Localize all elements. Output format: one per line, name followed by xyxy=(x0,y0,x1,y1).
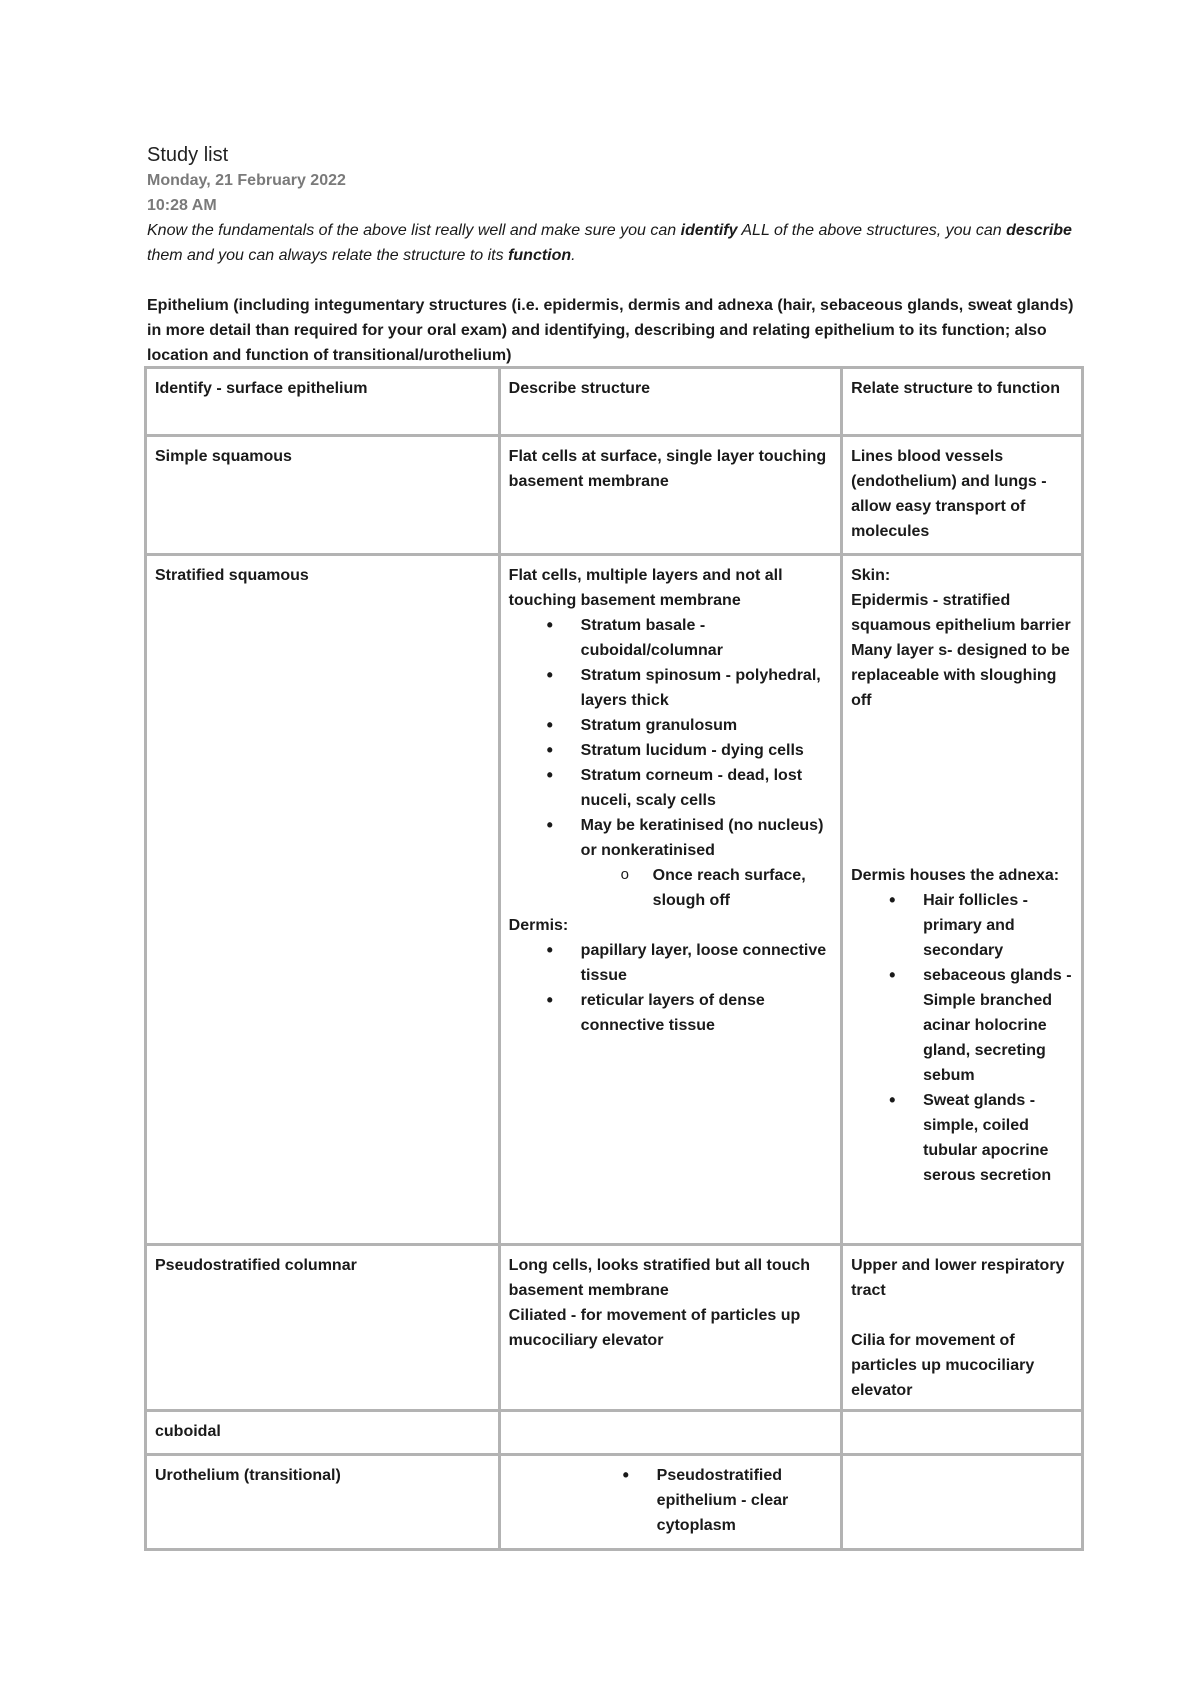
cell-function xyxy=(842,1245,1083,1411)
strata-list xyxy=(509,613,832,913)
header-function: Relate structure to function xyxy=(842,368,1083,436)
intro-paragraph xyxy=(147,218,1077,268)
cell-describe xyxy=(499,555,841,1245)
list-item: • Stratum corneum - dead, lost nuceli, scaly cells xyxy=(581,763,832,813)
list-item: • Pseudostratified epithelium - clear cytoplasm xyxy=(657,1463,832,1538)
table-row xyxy=(146,436,1083,555)
table-row xyxy=(146,555,1083,1245)
table-row xyxy=(146,1411,1083,1455)
list-item: • papillary layer, loose connective tissue xyxy=(581,938,832,988)
cell-describe: Flat cells at surface, single layer touching basement membrane xyxy=(499,436,841,555)
list-item: • Sweat glands - simple, coiled tubular apocrine serous secretion xyxy=(923,1088,1073,1188)
adnexa-list xyxy=(851,888,1073,1188)
list-item: • Stratum basale - cuboidal/columnar xyxy=(581,613,832,663)
function-dermis: Dermis houses the adnexa: xyxy=(851,867,1060,884)
describe-line: Long cells, looks stratified but all touch basement membrane xyxy=(508,1257,811,1299)
cell-describe xyxy=(499,1455,841,1550)
cell-function: Lines blood vessels (endothelium) and lungs - allow easy transport of molecules xyxy=(842,436,1083,555)
cell-function xyxy=(842,1455,1083,1550)
list-item: • sebaceous glands - Simple branched acinar holocrine gland, secreting sebum xyxy=(923,963,1073,1088)
spacer xyxy=(851,1303,1073,1328)
intro-text-1: Know the fundamentals of the above list really well and make sure you can xyxy=(147,222,681,239)
cell-identify: Simple squamous xyxy=(146,436,500,555)
function-epidermis: Epidermis - stratified squamous epithelium barrier xyxy=(851,592,1071,634)
sub-list xyxy=(581,863,832,913)
dermis-label: Dermis: xyxy=(508,917,569,934)
page-title: Study list xyxy=(147,144,229,166)
cell-describe xyxy=(499,1245,841,1411)
function-line: Cilia for movement of particles up mucociliary elevator xyxy=(851,1332,1035,1399)
study-table xyxy=(144,366,1084,1551)
table-row xyxy=(146,1245,1083,1411)
cell-identify: cuboidal xyxy=(146,1411,500,1455)
cell-describe xyxy=(499,1411,841,1455)
list-item: • Stratum lucidum - dying cells xyxy=(581,738,832,763)
page-time: 10:28 AM xyxy=(147,197,217,214)
list-item: • Stratum spinosum - polyhedral, layers thick xyxy=(581,663,832,713)
page-date: Monday, 21 February 2022 xyxy=(147,172,346,189)
intro-text-2: ALL of the above structures, you can xyxy=(737,222,1007,239)
dermis-list xyxy=(509,938,832,1038)
section-heading: Epithelium (including integumentary structures (i.e. epidermis, dermis and adnexa (hair, sebaceous glands, sweat glands) in more detail than required for your oral exam) and identifying, describing and relating epithelium to its function; also location and function of transitional/urothelium) xyxy=(147,297,1074,364)
intro-emphasis-describe: describe xyxy=(1006,222,1072,239)
list-item: • Hair follicles - primary and secondary xyxy=(923,888,1073,963)
intro-text-4: . xyxy=(571,247,576,264)
intro-emphasis-identify: identify xyxy=(680,222,738,239)
header-identify: Identify - surface epithelium xyxy=(146,368,500,436)
list-item: • Stratum granulosum xyxy=(581,713,832,738)
cell-function xyxy=(842,555,1083,1245)
table-header-row xyxy=(146,368,1083,436)
table-row xyxy=(146,1455,1083,1550)
describe-intro: Flat cells, multiple layers and not all touching basement membrane xyxy=(508,567,783,609)
function-line: Upper and lower respiratory tract xyxy=(851,1257,1065,1299)
list-item-text: May be keratinised (no nucleus) or nonkeratinised xyxy=(580,817,824,859)
function-layers: Many layer s- designed to be replaceable with sloughing off xyxy=(851,642,1070,709)
spacer xyxy=(851,713,1073,863)
function-skin: Skin: xyxy=(851,567,891,584)
urothelium-list xyxy=(509,1463,832,1538)
sub-list-item: o Once reach surface, slough off xyxy=(653,863,832,913)
cell-identify: Urothelium (transitional) xyxy=(146,1455,500,1550)
document-header xyxy=(147,142,1077,368)
list-item xyxy=(581,813,832,913)
cell-identify: Pseudostratified columnar xyxy=(146,1245,500,1411)
intro-emphasis-function: function xyxy=(508,247,572,264)
header-describe: Describe structure xyxy=(499,368,841,436)
cell-function xyxy=(842,1411,1083,1455)
describe-line: Ciliated - for movement of particles up mucociliary elevator xyxy=(508,1307,801,1349)
list-item: • reticular layers of dense connective tissue xyxy=(581,988,832,1038)
cell-identify: Stratified squamous xyxy=(146,555,500,1245)
intro-text-3: them and you can always relate the structure to its xyxy=(147,247,509,264)
